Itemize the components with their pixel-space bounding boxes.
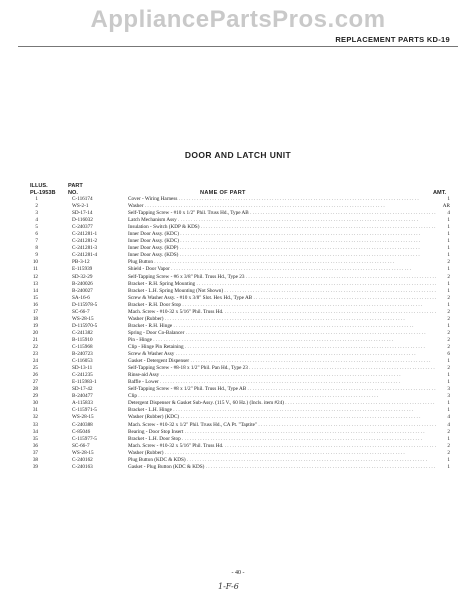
row-part-name: Washer . . .: [128, 203, 436, 210]
row-part-name: Inner Door Assy. (KDS) . . .: [128, 252, 436, 259]
row-illus-number: 22: [32, 343, 38, 350]
row-part-number: C-241281-2: [72, 238, 98, 245]
row-part-number: C-240388: [72, 421, 93, 428]
row-part-number: B-240026: [72, 280, 93, 287]
row-part-name: Bracket - R.H. Hinge . . .: [128, 323, 436, 330]
row-part-number: C-241281-1: [72, 231, 98, 238]
row-amount: 1: [447, 400, 450, 407]
row-illus-number: 27: [32, 379, 38, 386]
table-row: [28, 274, 450, 281]
table-row: [28, 443, 450, 450]
row-part-number: PB-3-12: [72, 259, 90, 266]
table-row: [28, 288, 450, 295]
row-part-number: E-115939: [72, 266, 93, 273]
row-amount: 1: [447, 238, 450, 245]
row-amount: 1: [447, 231, 450, 238]
row-part-number: C-241382: [72, 329, 93, 336]
row-part-number: WS-28-15: [72, 449, 94, 456]
row-amount: 1: [447, 301, 450, 308]
row-illus-number: 14: [32, 287, 38, 294]
row-part-name: Insulation - Switch (KDP & KDS) . . .: [128, 224, 436, 231]
row-part-number: C-241235: [72, 372, 93, 379]
row-illus-number: 17: [32, 308, 38, 315]
table-row: [28, 393, 450, 400]
row-amount: 1: [447, 252, 450, 259]
row-illus-number: 18: [32, 315, 38, 322]
table-row: [28, 252, 450, 259]
row-illus-number: 2: [35, 203, 38, 210]
table-row: [28, 266, 450, 273]
row-part-name: Plug Button (KDC & KDS) . . .: [128, 457, 436, 464]
row-illus-number: 30: [32, 400, 38, 407]
row-amount: 2: [447, 315, 450, 322]
table-row: [28, 210, 450, 217]
row-part-number: E-115983-1: [72, 379, 97, 386]
section-title: DOOR AND LATCH UNIT: [184, 150, 292, 160]
row-amount: 4: [447, 414, 450, 421]
watermark-logo: AppliancePartsPros.com: [90, 6, 386, 33]
row-part-name: Spring - Door Co-Balancer . . .: [128, 330, 436, 337]
row-part-name: Clip - Hinge Pin Retaining . . .: [128, 344, 436, 351]
row-illus-number: 34: [32, 428, 38, 435]
row-amount: 2: [447, 343, 450, 350]
row-amount: 1: [447, 407, 450, 414]
column-header-part: [68, 183, 83, 196]
row-illus-number: 21: [32, 336, 38, 343]
row-amount: 3: [447, 393, 450, 400]
row-amount: 1: [447, 463, 450, 470]
row-illus-number: 20: [32, 329, 38, 336]
row-illus-number: 4: [35, 217, 38, 224]
table-row: [28, 457, 450, 464]
header-rule: [18, 46, 458, 47]
row-amount: 1: [447, 358, 450, 365]
row-part-number: WS-28-15: [72, 315, 94, 322]
row-illus-number: 23: [32, 351, 38, 358]
table-row: [28, 224, 450, 231]
table-row: [28, 330, 450, 337]
table-row: [28, 337, 450, 344]
row-part-name: Rinse-aid Assy . . .: [128, 372, 436, 379]
row-illus-number: 19: [32, 322, 38, 329]
table-row: [28, 302, 450, 309]
row-amount: 1: [447, 196, 450, 202]
row-illus-number: 1: [35, 196, 38, 202]
table-row: [28, 365, 450, 372]
table-row: [28, 238, 450, 245]
table-row: [28, 464, 450, 471]
row-part-number: SD-32-29: [72, 273, 93, 280]
table-row: [28, 407, 450, 414]
row-illus-number: 24: [32, 358, 38, 365]
table-row: [28, 245, 450, 252]
row-amount: 2: [447, 428, 450, 435]
row-illus-number: 15: [32, 294, 38, 301]
column-header-part-line1: PART: [68, 183, 83, 189]
row-illus-number: 31: [32, 407, 38, 414]
row-amount: 1: [447, 280, 450, 287]
table-row: [28, 358, 450, 365]
table-row: [28, 281, 450, 288]
row-part-name: Self-Tapping Screw - #8-18 x 1/2" Phil. Pan Hd., Type 23 . . .: [128, 365, 436, 372]
table-row: [28, 422, 450, 429]
row-amount: 2: [447, 449, 450, 456]
row-illus-number: 38: [32, 456, 38, 463]
row-illus-number: 3: [35, 210, 38, 217]
row-part-name: Bearing - Door Stop Insert . . .: [128, 429, 436, 436]
row-illus-number: 13: [32, 280, 38, 287]
row-amount: 1: [447, 456, 450, 463]
row-amount: 2: [447, 308, 450, 315]
row-amount: 1: [447, 287, 450, 294]
table-row: [28, 259, 450, 266]
row-part-name: Washer (Rubber) (KDC) . . .: [128, 414, 436, 421]
row-part-name: Gasket - Detergent Dispenser . . .: [128, 358, 436, 365]
row-illus-number: 25: [32, 365, 38, 372]
row-part-name: Self-Tapping Screw - #10 x 1/2" Phil. Truss Hd., Type AB . . .: [128, 210, 436, 217]
table-row: [28, 372, 450, 379]
row-amount: 2: [447, 365, 450, 372]
row-part-name: Baffle - Lower . . .: [128, 379, 436, 386]
table-row: [28, 436, 450, 443]
table-row: [28, 429, 450, 436]
row-part-number: D-115978-5: [72, 301, 98, 308]
row-amount: 1: [447, 322, 450, 329]
row-part-number: B-240723: [72, 351, 93, 358]
row-part-number: C-240377: [72, 224, 93, 231]
column-header-amt: AMT.: [433, 190, 447, 196]
row-part-number: B-240477: [72, 393, 93, 400]
page-header: REPLACEMENT PARTS KD-19: [335, 35, 450, 44]
table-row: [28, 323, 450, 330]
table-row: [28, 386, 450, 393]
row-part-number: C-115968: [72, 343, 93, 350]
row-part-number: C-116174: [72, 196, 93, 202]
table-row: [28, 400, 450, 407]
row-part-number: C-240162: [72, 456, 93, 463]
row-illus-number: 28: [32, 386, 38, 393]
row-illus-number: 11: [33, 266, 38, 273]
row-amount: 1: [447, 266, 450, 273]
row-part-number: SC-66-7: [72, 308, 90, 315]
row-part-name: Bracket - L.H. Door Stop . . .: [128, 436, 436, 443]
row-amount: 1: [447, 245, 450, 252]
handwritten-note: 1-F-6: [218, 582, 239, 591]
row-part-number: B-115910: [72, 336, 93, 343]
row-part-name: Gasket - Plug Button (KDC & KDS) . . .: [128, 464, 436, 471]
row-part-number: C-116053: [72, 358, 93, 365]
row-amount: AR: [442, 203, 450, 210]
row-illus-number: 32: [32, 414, 38, 421]
row-amount: 2: [447, 336, 450, 343]
row-part-number: SD-17-14: [72, 210, 93, 217]
row-part-name: Clip . . .: [128, 393, 436, 400]
row-amount: 1: [447, 217, 450, 224]
table-row: [28, 196, 450, 203]
table-row: [28, 316, 450, 323]
row-part-name: Inner Door Assy. (KDP) . . .: [128, 245, 436, 252]
row-illus-number: 37: [32, 449, 38, 456]
row-part-name: Bracket - L.H. Spring Mounting (Not Shown) . . .: [128, 288, 436, 295]
row-amount: 2: [447, 442, 450, 449]
row-part-name: Self-Tapping Screw - #6 x 3/8" Phil. Truss Hd., Type 23 . . .: [128, 274, 436, 281]
table-row: [28, 295, 450, 302]
row-part-name: Bracket - R.H. Spring Mounting . . .: [128, 281, 436, 288]
row-illus-number: 35: [32, 435, 38, 442]
row-illus-number: 26: [32, 372, 38, 379]
row-illus-number: 10: [32, 259, 38, 266]
table-row: [28, 231, 450, 238]
row-illus-number: 8: [35, 245, 38, 252]
column-header-name: NAME OF PART: [200, 190, 246, 196]
row-amount: 4: [447, 421, 450, 428]
row-part-number: D-115970-5: [72, 322, 98, 329]
row-part-name: Bracket - L.H. Hinge . . .: [128, 407, 436, 414]
row-part-name: Mach. Screw - #10-32 x 5/16" Phil. Truss Hd. . . .: [128, 443, 436, 450]
row-illus-number: 12: [32, 273, 38, 280]
row-part-number: A-115833: [72, 400, 93, 407]
page-number: - 40 -: [231, 570, 245, 576]
row-amount: 1: [447, 379, 450, 386]
row-part-name: Inner Door Assy. (KDC) . . .: [128, 231, 436, 238]
row-part-name: Washer (Rubber) . . .: [128, 450, 436, 457]
row-part-number: SA-16-6: [72, 294, 90, 301]
row-illus-number: 5: [35, 224, 38, 231]
row-part-name: Mach. Screw - #10-32 x 1/2" Phil. Truss Hd., CA Pt. "Taptite" . . .: [128, 422, 436, 429]
row-illus-number: 29: [32, 393, 38, 400]
row-part-name: Shield - Door Vapor . . .: [128, 266, 436, 273]
table-row: [28, 379, 450, 386]
table-row: [28, 309, 450, 316]
row-part-number: C-85046: [72, 428, 91, 435]
row-part-number: C-241281-4: [72, 252, 98, 259]
row-part-name: Inner Door Assy. (KDC) . . .: [128, 238, 436, 245]
row-amount: 1: [447, 224, 450, 231]
table-row: [28, 414, 450, 421]
row-part-number: SD-13-11: [72, 365, 93, 372]
row-part-name: Mach. Screw - #10-32 x 5/16" Phil. Truss Hd. . . .: [128, 309, 436, 316]
row-part-number: B-240027: [72, 287, 93, 294]
row-part-number: WS-28-15: [72, 414, 94, 421]
row-amount: 2: [447, 294, 450, 301]
column-header-illus-line1: ILLUS.: [30, 183, 48, 189]
table-row: [28, 217, 450, 224]
row-illus-number: 9: [35, 252, 38, 259]
row-part-name: Detergent Dispenser & Gasket Sub-Assy. (115 V., 60 Hz.) (Incls. item #24) . . .: [128, 400, 436, 407]
row-part-number: D-116032: [72, 217, 93, 224]
row-illus-number: 6: [35, 231, 38, 238]
row-part-number: C-240163: [72, 463, 93, 470]
table-row: [28, 203, 450, 210]
row-part-name: Latch Mechanism Assy . . .: [128, 217, 436, 224]
row-illus-number: 7: [35, 238, 38, 245]
row-part-number: SD-17-42: [72, 386, 93, 393]
row-part-number: C-115971-5: [72, 407, 97, 414]
row-amount: 4: [447, 210, 450, 217]
row-part-name: Pin - Hinge . . .: [128, 337, 436, 344]
table-row: [28, 344, 450, 351]
row-illus-number: 33: [32, 421, 38, 428]
row-part-name: Washer (Rubber) . . .: [128, 316, 436, 323]
row-part-number: WS-2-1: [72, 203, 89, 210]
table-row: [28, 450, 450, 457]
row-illus-number: 36: [32, 442, 38, 449]
parts-list: [28, 196, 450, 471]
row-part-name: Screw & Washer Assy . . .: [128, 351, 436, 358]
row-amount: 3: [447, 386, 450, 393]
row-part-name: Screw & Washer Assy. - #10 x 3/8" Slot. Hex Hd., Type AB . . .: [128, 295, 436, 302]
column-header-part-line2: NO.: [68, 189, 78, 196]
row-amount: 1: [447, 372, 450, 379]
row-part-name: Self-Tapping Screw - #8 x 1/2" Phil. Truss Hd., Type AB . . .: [128, 386, 436, 393]
row-amount: 2: [447, 273, 450, 280]
column-header-illus-line2: PL-1953B: [30, 189, 56, 196]
row-part-number: SC-66-7: [72, 442, 90, 449]
row-amount: 6: [447, 351, 450, 358]
row-amount: 2: [447, 329, 450, 336]
row-part-number: C-241281-3: [72, 245, 98, 252]
row-part-number: C-115977-5: [72, 435, 97, 442]
table-row: [28, 351, 450, 358]
row-illus-number: 16: [32, 301, 38, 308]
row-part-name: Cover - Wiring Harness . . .: [128, 196, 436, 203]
row-amount: 1: [447, 435, 450, 442]
column-header-illus: [30, 183, 56, 196]
row-part-name: Plug Button . . .: [128, 259, 436, 266]
row-part-name: Bracket - R.H. Door Stop . . .: [128, 302, 436, 309]
row-illus-number: 39: [32, 463, 38, 470]
row-amount: 2: [447, 259, 450, 266]
